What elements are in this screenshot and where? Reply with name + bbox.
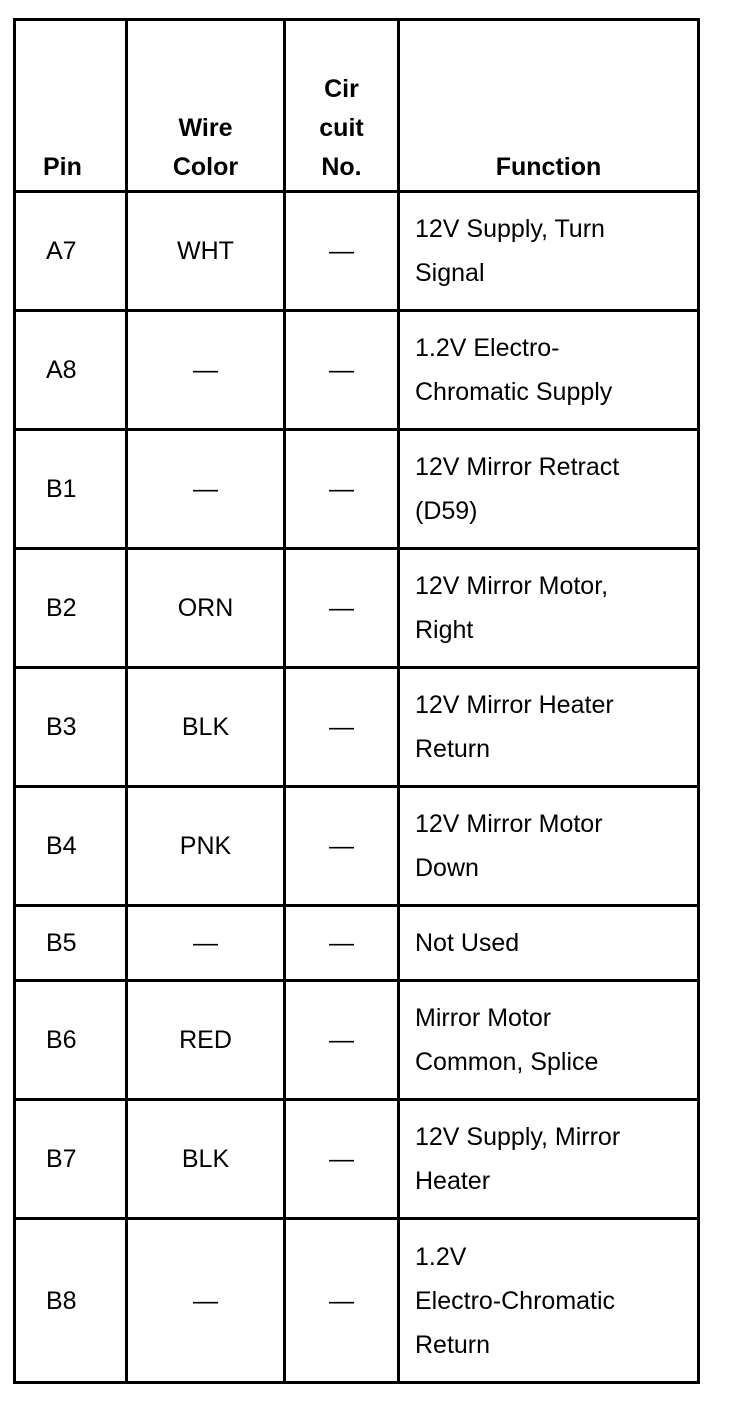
wire-color-cell: RED xyxy=(127,981,285,1100)
function-line: 12V Mirror Retract xyxy=(415,453,620,481)
pin-cell: B5 xyxy=(15,906,127,981)
pin-cell: A8 xyxy=(15,311,127,430)
wire-color-cell: PNK xyxy=(127,787,285,906)
table-row xyxy=(15,311,699,430)
function-line: Chromatic Supply xyxy=(415,378,613,406)
circuit-cell: — xyxy=(285,787,399,906)
wire-color-cell: — xyxy=(127,906,285,981)
wire-color-cell: — xyxy=(127,430,285,549)
function-line: Common, Splice xyxy=(415,1048,599,1076)
function-line: Not Used xyxy=(415,929,520,957)
function-cell xyxy=(399,787,699,906)
function-cell xyxy=(399,1219,699,1383)
circuit-cell: — xyxy=(285,1219,399,1383)
header-function: Function xyxy=(399,20,699,192)
header-circuit-no-line: cuit xyxy=(319,114,364,142)
function-cell xyxy=(399,311,699,430)
function-cell xyxy=(399,1100,699,1219)
table-row xyxy=(15,192,699,311)
header-circuit-no xyxy=(285,20,399,192)
function-line: 12V Supply, Mirror xyxy=(415,1123,621,1151)
function-line: 1.2V Electro- xyxy=(415,334,560,362)
function-line: 12V Mirror Motor, xyxy=(415,572,609,600)
circuit-cell: — xyxy=(285,549,399,668)
circuit-cell: — xyxy=(285,311,399,430)
table-row xyxy=(15,430,699,549)
function-line: Signal xyxy=(415,259,485,287)
function-line: 1.2V xyxy=(415,1242,467,1271)
wire-color-cell: BLK xyxy=(127,668,285,787)
pin-out-table xyxy=(13,18,700,1384)
function-line: Down xyxy=(415,854,479,882)
wire-color-cell: — xyxy=(127,1219,285,1383)
function-cell xyxy=(399,430,699,549)
function-line: Mirror Motor xyxy=(415,1004,552,1032)
function-line: (D59) xyxy=(415,497,478,525)
circuit-cell: — xyxy=(285,906,399,981)
function-cell xyxy=(399,549,699,668)
function-cell xyxy=(399,192,699,311)
function-cell xyxy=(399,906,699,981)
circuit-cell: — xyxy=(285,430,399,549)
function-cell xyxy=(399,981,699,1100)
circuit-cell: — xyxy=(285,981,399,1100)
header-wire-color-line: Wire xyxy=(178,114,233,142)
table-row xyxy=(15,668,699,787)
wire-color-cell: ORN xyxy=(127,549,285,668)
wire-color-cell: BLK xyxy=(127,1100,285,1219)
table-row xyxy=(15,1219,699,1383)
table-row xyxy=(15,1100,699,1219)
header-circuit-no-line: Cir xyxy=(324,75,359,103)
pin-cell: B4 xyxy=(15,787,127,906)
function-line: Electro-Chromatic xyxy=(415,1286,616,1315)
table-row xyxy=(15,549,699,668)
table-row xyxy=(15,787,699,906)
function-line: 12V Supply, Turn xyxy=(415,215,605,243)
header-wire-color-line: Color xyxy=(172,153,239,181)
function-line: Right xyxy=(415,616,474,644)
circuit-cell: — xyxy=(285,668,399,787)
function-line: Heater xyxy=(415,1167,491,1195)
table-row xyxy=(15,906,699,981)
function-line: 12V Mirror Motor xyxy=(415,810,603,838)
header-row xyxy=(15,20,699,192)
circuit-cell: — xyxy=(285,192,399,311)
pin-cell: B3 xyxy=(15,668,127,787)
pin-cell: B6 xyxy=(15,981,127,1100)
pin-cell: B1 xyxy=(15,430,127,549)
header-wire-color xyxy=(127,20,285,192)
header-pin: Pin xyxy=(15,20,127,192)
header-circuit-no-line: No. xyxy=(321,153,362,181)
pin-cell: B7 xyxy=(15,1100,127,1219)
circuit-cell: — xyxy=(285,1100,399,1219)
wire-color-cell: — xyxy=(127,311,285,430)
function-line: Return xyxy=(415,735,491,763)
function-cell xyxy=(399,668,699,787)
function-line: Return xyxy=(415,1330,491,1359)
wire-color-cell: WHT xyxy=(127,192,285,311)
pin-cell: B2 xyxy=(15,549,127,668)
function-line: 12V Mirror Heater xyxy=(415,691,614,719)
pin-cell: A7 xyxy=(15,192,127,311)
table-row xyxy=(15,981,699,1100)
pin-cell: B8 xyxy=(15,1219,127,1383)
